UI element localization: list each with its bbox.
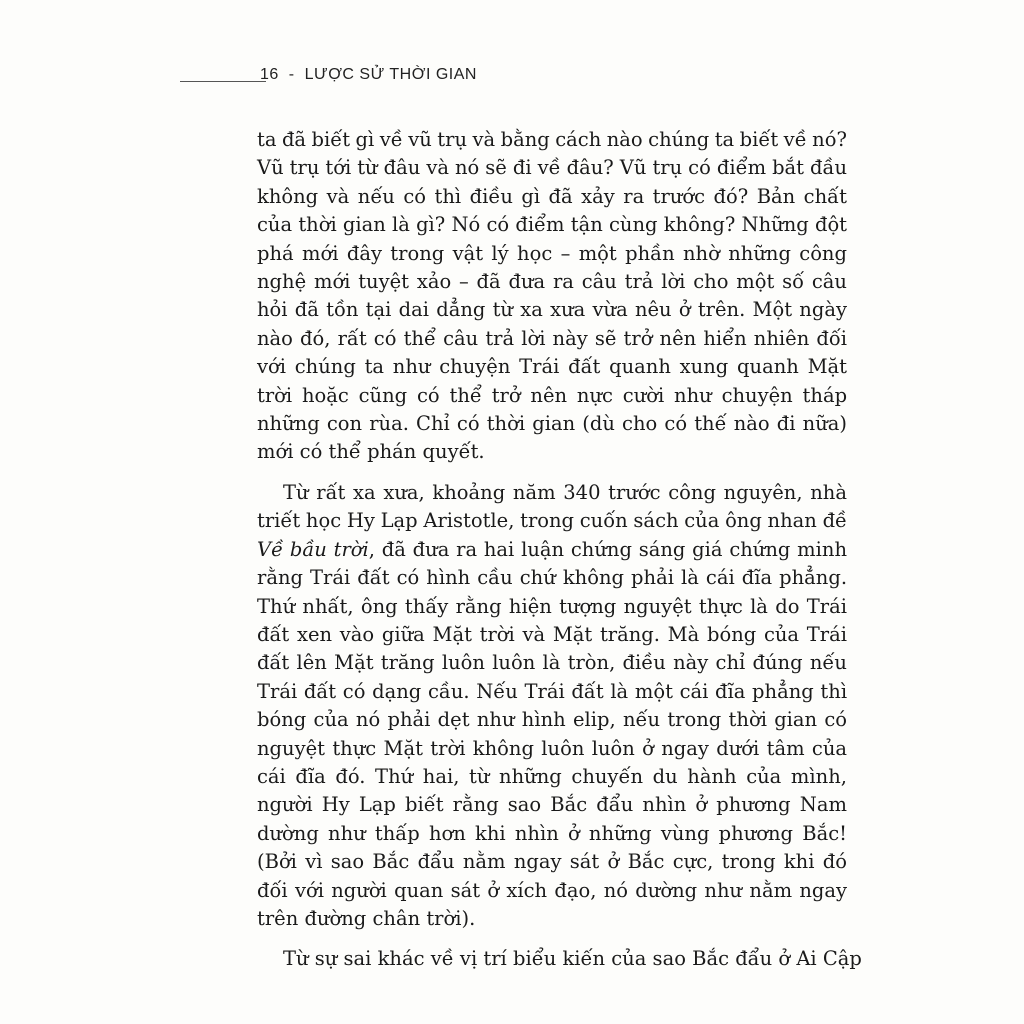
text-line: phá mới đây trong vật lý học – một phần nhờ những công (257, 241, 847, 265)
book-title-italic: Về bầu trời (257, 537, 369, 561)
text-line: cái đĩa đó. Thứ hai, từ những chuyến du hành của mình, (257, 764, 847, 788)
text-line: với chúng ta như chuyện Trái đất quanh xung quanh Mặt (257, 355, 848, 379)
header-separator: - (288, 66, 295, 83)
text-line: (Bởi vì sao Bắc đẩu nằm ngay sát ở Bắc cực, trong khi đó (257, 850, 847, 874)
text-line: trên đường chân trời). (257, 906, 476, 930)
text-line: Vũ trụ tới từ đâu và nó sẽ đi về đâu? Vũ trụ có điểm bắt đầu (257, 156, 848, 180)
text-line: nguyệt thực Mặt trời không luôn luôn ở ngay dưới tâm của (257, 736, 847, 760)
text-line: Thứ nhất, ông thấy rằng hiện tượng nguyệt thực là do Trái (257, 594, 847, 618)
text-fragment: , đã đưa ra hai luận chứng sáng giá chứng minh (368, 537, 848, 561)
text-line: đất lên Mặt trăng luôn luôn là tròn, điều này chỉ đúng nếu (257, 651, 847, 675)
text-line: trời hoặc cũng có thể trở nên nực cười như chuyện tháp (257, 383, 848, 407)
text-line: không và nếu có thì điều gì đã xảy ra trước đó? Bản chất (257, 184, 847, 208)
text-line: hỏi đã tồn tại dai dẳng từ xa xưa vừa nêu ở trên. Một ngày (257, 298, 847, 322)
text-line: nghệ mới tuyệt xảo – đã đưa ra câu trả lời cho một số câu (257, 270, 847, 294)
running-header (180, 66, 840, 90)
body-text (257, 126, 862, 974)
text-line: dường như thấp hơn khi nhìn ở những vùng phương Bắc! (257, 821, 847, 845)
text-line: bóng của nó phải dẹt như hình elip, nếu trong thời gian có (257, 708, 848, 732)
text-line: ta đã biết gì về vũ trụ và bằng cách nào chúng ta biết về nó? (257, 128, 847, 151)
running-title: LƯỢC SỬ THỜI GIAN (304, 66, 477, 83)
text-line: đối với người quan sát ở xích đạo, nó dường như nằm ngay (257, 878, 848, 902)
text-line: nào đó, rất có thể câu trả lời này sẽ trở nên hiển nhiên đối (257, 326, 848, 350)
text-line: rằng Trái đất có hình cầu chứ không phải là cái đĩa phẳng. (257, 566, 848, 590)
text-line: Từ rất xa xưa, khoảng năm 340 trước công nguyên, nhà (283, 480, 847, 504)
text-line: mới có thể phán quyết. (257, 440, 485, 464)
paragraph-1 (257, 126, 847, 467)
text-line (257, 536, 847, 564)
text-line: người Hy Lạp biết rằng sao Bắc đẩu nhìn ở phương Nam (257, 793, 847, 817)
paragraph-2 (257, 479, 847, 934)
text-line: triết học Hy Lạp Aristotle, trong cuốn sách của ông nhan đề (257, 509, 848, 533)
header-rule (180, 81, 266, 82)
text-line: Từ sự sai khác về vị trí biểu kiến của sao Bắc đẩu ở Ai Cập (283, 947, 862, 971)
page-number: 16 (260, 66, 279, 83)
header-text (260, 66, 477, 84)
paragraph-3 (257, 945, 862, 973)
text-line: Trái đất có dạng cầu. Nếu Trái đất là một cái đĩa phẳng thì (257, 679, 848, 703)
text-line: đất xen vào giữa Mặt trời và Mặt trăng. Mà bóng của Trái (257, 622, 847, 646)
text-line: của thời gian là gì? Nó có điểm tận cùng không? Những đột (257, 213, 848, 237)
text-line: những con rùa. Chỉ có thời gian (dù cho có thế nào đi nữa) (257, 412, 848, 436)
